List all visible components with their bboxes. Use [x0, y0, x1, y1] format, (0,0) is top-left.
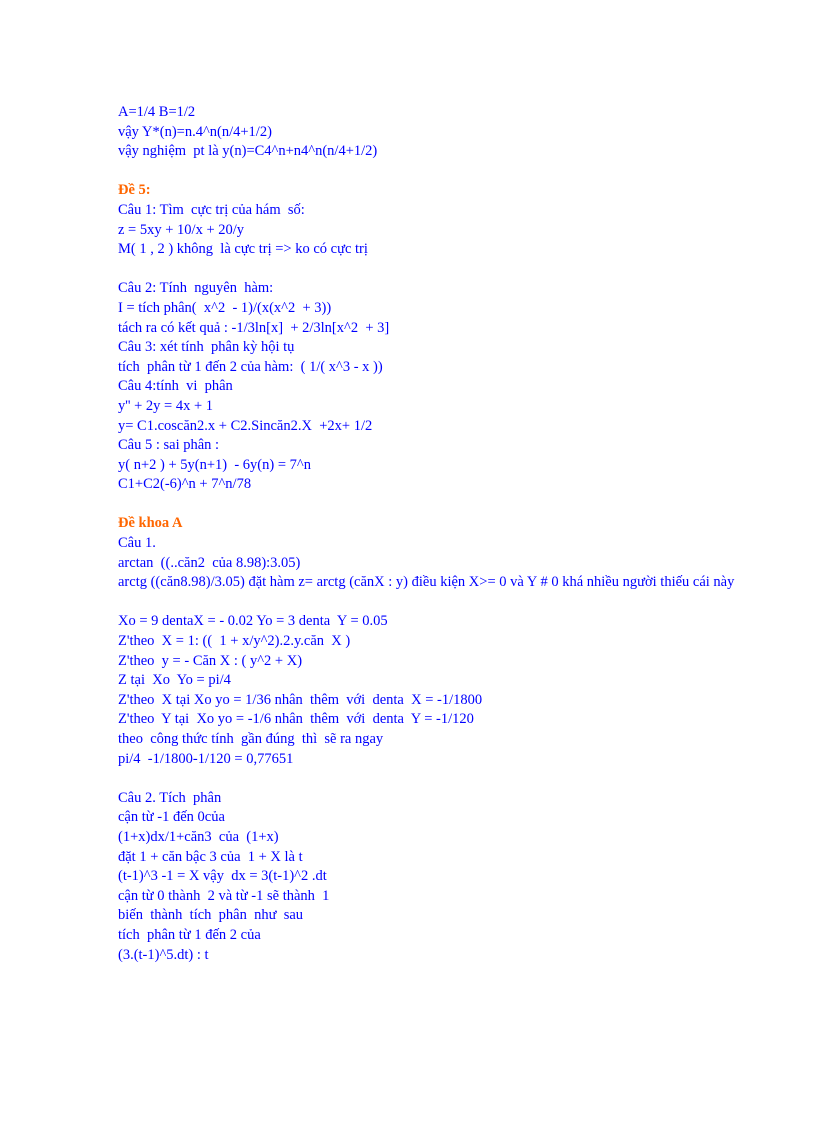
text-line: Z'theo X tại Xo yo = 1/36 nhân thêm với denta X = -1/1800 [118, 691, 483, 708]
text-line: cận từ 0 thành 2 và từ -1 sẽ thành 1 [118, 887, 330, 904]
text-line: y'' + 2y = 4x + 1 [118, 397, 214, 414]
text-line: vậy nghiệm pt là y(n)=C4^n+n4^n(n/4+1/2) [118, 143, 378, 160]
text-line: biến thành tích phân như sau [118, 907, 304, 924]
text-paragraph: arctg ((căn8.98)/3.05) đặt hàm z= arctg (cănX : y) điều kiện X>= 0 và Y # 0 khá nhiều người thiếu cái này [118, 574, 735, 591]
document-body [118, 103, 768, 965]
text-line: pi/4 -1/1800-1/120 = 0,77651 [118, 750, 294, 767]
text-line: arctan ((..căn2 của 8.98):3.05) [118, 554, 301, 571]
text-line: Câu 5 : sai phân : [118, 437, 220, 454]
spacer [118, 162, 768, 182]
text-line: z = 5xy + 10/x + 20/y [118, 221, 245, 238]
spacer [118, 593, 768, 613]
text-line: C1+C2(-6)^n + 7^n/78 [118, 476, 252, 493]
text-line: (3.(t-1)^5.dt) : t [118, 946, 209, 963]
section-de-5 [118, 181, 768, 495]
text-line: theo công thức tính gần đúng thì sẽ ra ngay [118, 731, 384, 747]
text-line: y( n+2 ) + 5y(n+1) - 6y(n) = 7^n [118, 456, 311, 473]
text-line: Z tại Xo Yo = pi/4 [118, 672, 231, 689]
text-line: I = tích phân( x^2 - 1)/(x(x^2 + 3)) [118, 299, 332, 316]
text-line: Câu 1. [118, 535, 156, 552]
text-line: (1+x)dx/1+căn3 của (1+x) [118, 828, 279, 845]
text-line: Xo = 9 dentaX = - 0.02 Yo = 3 denta Y = 0.05 [118, 613, 388, 630]
text-line: (t-1)^3 -1 = X vậy dx = 3(t-1)^2 .dt [118, 868, 327, 885]
text-line: Câu 2. Tích phân [118, 789, 222, 806]
text-line: Z'theo Y tại Xo yo = -1/6 nhân thêm với denta Y = -1/120 [118, 711, 474, 728]
section-heading: Đề khoa A [118, 515, 183, 532]
text-line: tích phân từ 1 đến 2 của [118, 926, 261, 943]
text-line: đặt 1 + căn bậc 3 của 1 + X là t [118, 848, 303, 865]
text-line: cận từ -1 đến 0của [118, 809, 225, 826]
text-line: Câu 1: Tìm cực trị của hám số: [118, 201, 305, 218]
solution-block-1 [118, 103, 768, 162]
text-line: tách ra có kết quả : -1/3ln[x] + 2/3ln[x^2 + 3] [118, 319, 390, 336]
text-line: Z'theo y = - Căn X : ( y^2 + X) [118, 652, 303, 669]
spacer [118, 495, 768, 515]
text-line: M( 1 , 2 ) không là cực trị => ko có cực trị [118, 241, 368, 258]
section-de-khoa-a [118, 514, 768, 965]
text-line: Câu 4:tính vi phân [118, 378, 233, 395]
text-line: y= C1.coscăn2.x + C2.Sincăn2.X +2x+ 1/2 [118, 417, 373, 434]
section-heading: Đề 5: [118, 182, 151, 199]
spacer [118, 769, 768, 789]
text-line: A=1/4 B=1/2 [118, 104, 196, 120]
text-line: tích phân từ 1 đến 2 của hàm: ( 1/( x^3 - x )) [118, 358, 383, 375]
text-line: Z'theo X = 1: (( 1 + x/y^2).2.y.căn X ) [118, 633, 351, 650]
text-line: Câu 3: xét tính phân kỳ hội tụ [118, 339, 295, 356]
text-line: Câu 2: Tính nguyên hàm: [118, 280, 274, 297]
spacer [118, 260, 768, 280]
text-line: vậy Y*(n)=n.4^n(n/4+1/2) [118, 123, 272, 140]
